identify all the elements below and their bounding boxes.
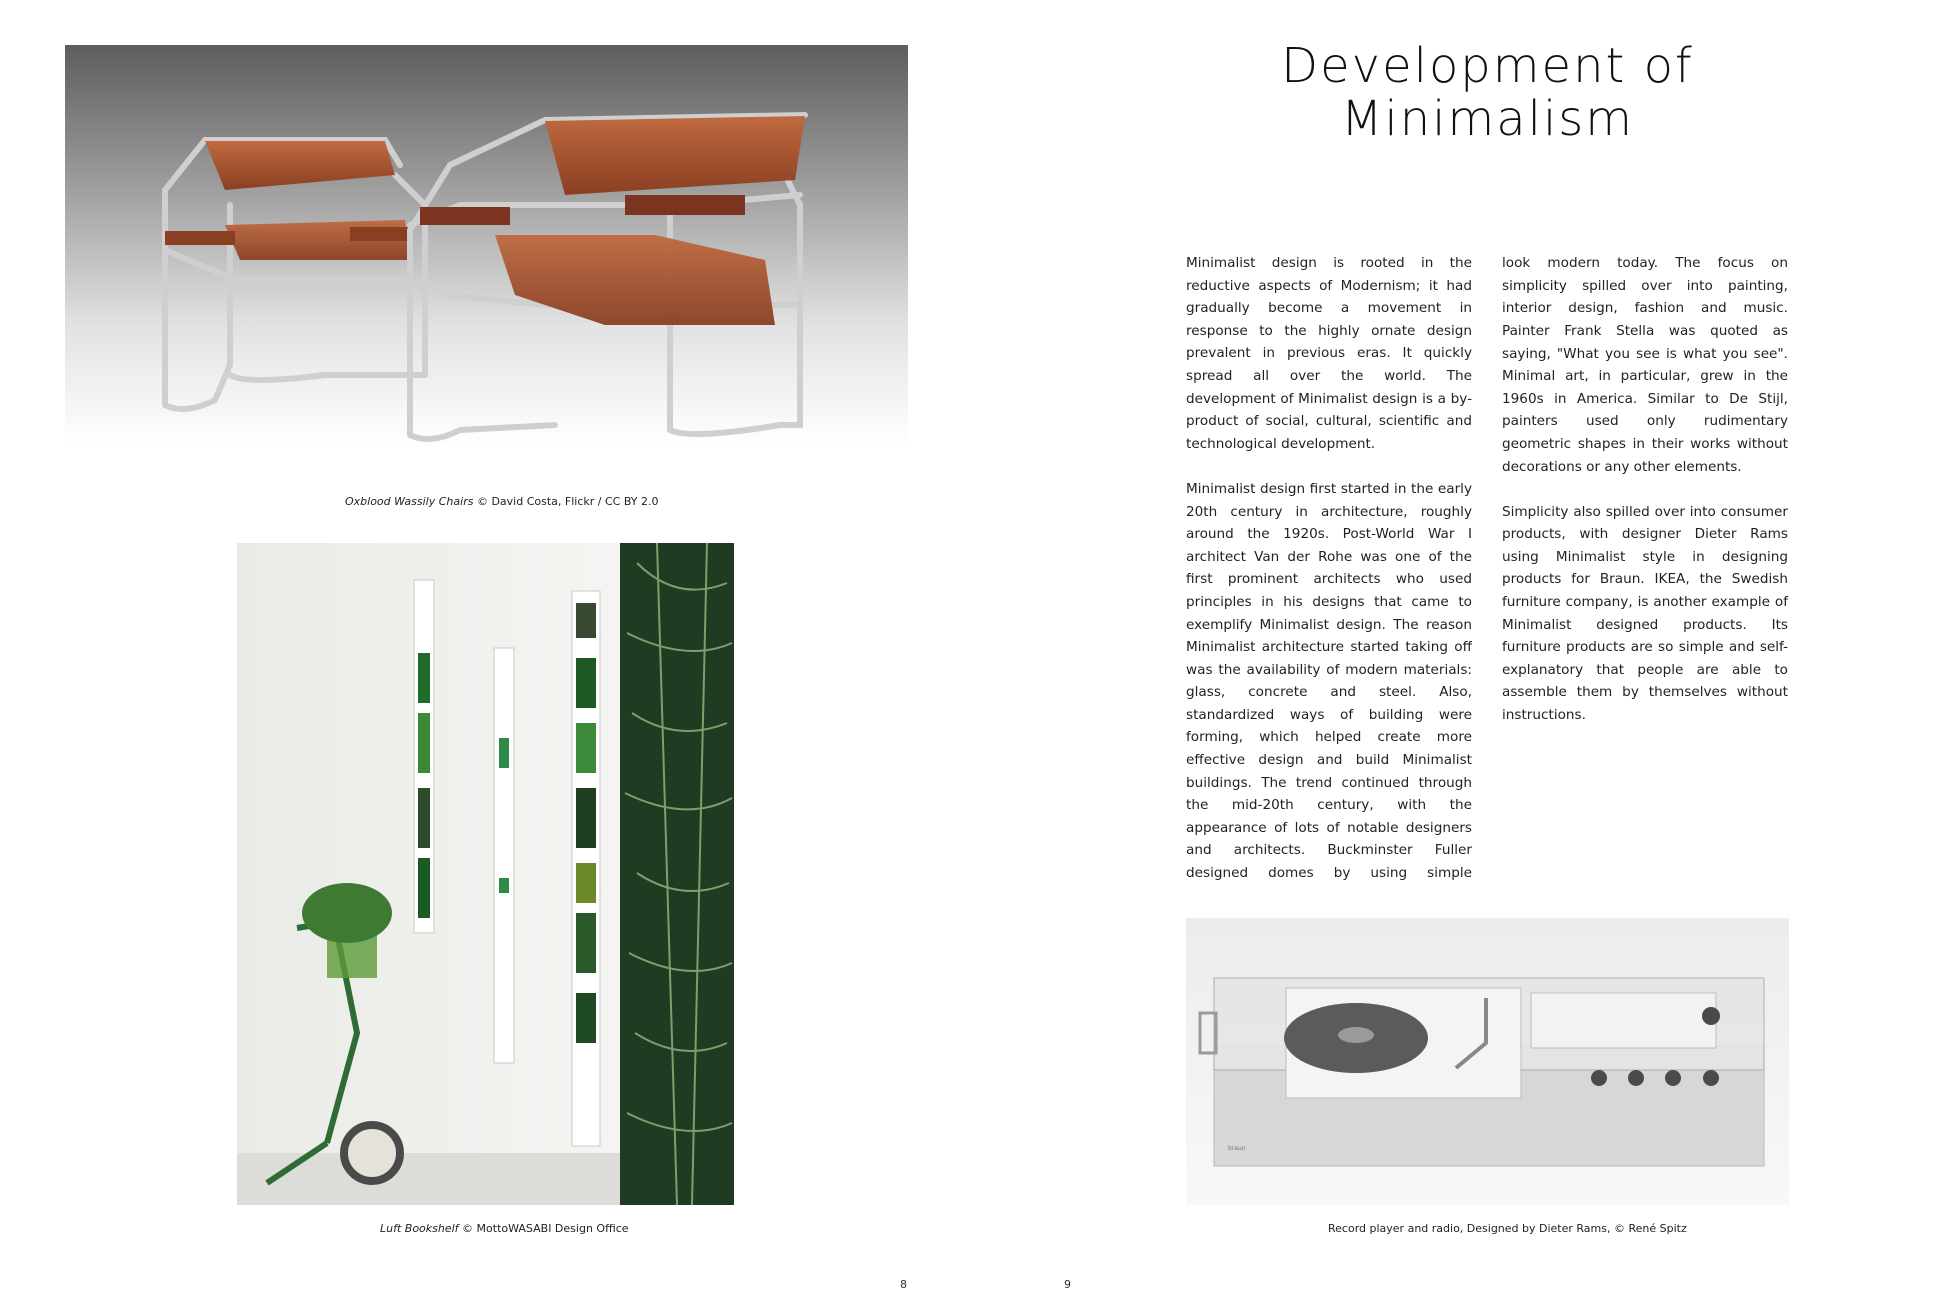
paragraph-1: Minimalist design is rooted in the reductive aspects of Modernism; it had gradually become a movement in response to the highly ornate design prevalent in previous eras. It quickly spread all over the world. The development of Minimalist design is a by-product of social, cultural, scientific and technological development. (1186, 255, 1472, 452)
paragraph-2: Minimalist design first started in the early 20th century in architecture, roughly around the 1920s. Post-World War I architect Van der Rohe was one of the first prominent architects who used principles in his designs that came to exemplify Minimalist design. The reason Minimalist architecture started taking off was the availability of modern materials: glass, concrete and steel. Also, standardized ways of building were forming, which helped create more effective design and build Minimalist buildings. The trend continued through the mid-20th century, with the appearance of lots of notable designers and architects. Buckminster Fuller designed domes by using simple (1186, 480, 1472, 882)
text-column-right (1502, 252, 1788, 749)
player-caption: Record player and radio, Designed by Dieter Rams, © René Spitz (1328, 1222, 1687, 1235)
page-title: Development of Minimalism (1281, 38, 1694, 147)
braun-logo: braun (1228, 1145, 1246, 1152)
luft-bookshelf-photo (237, 543, 734, 1205)
chairs-caption: Oxblood Wassily Chairs © David Costa, Flickr / CC BY 2.0 (345, 495, 659, 508)
page-number-left: 8 (900, 1278, 907, 1291)
record-player-photo (1186, 918, 1789, 1205)
page-number-right: 9 (1064, 1278, 1071, 1291)
shelf-caption: Luft Bookshelf © MottoWASABI Design Office (380, 1222, 629, 1235)
text-column-left (1186, 252, 1472, 907)
paragraph-3: Simplicity also spilled over into consumer products, with designer Dieter Rams using Minimalist style in designing products for Braun. IKEA, the Swedish furniture company, is another example of Minimalist designed products. Its furniture products are so simple and self-explanatory that people are able to assemble them by themselves without instructions. (1502, 503, 1788, 723)
wassily-chairs-photo (65, 45, 908, 445)
paragraph-2-continued: look modern today. The focus on simplicity spilled over into painting, interior design, fashion and music. Painter Frank Stella was quoted as saying, "What you see is what you see". Minimal art, in particular, grew in the 1960s in America. Similar to De Stijl, painters used only rudimentary geometric shapes in their works without decorations or any other elements. (1502, 255, 1788, 475)
